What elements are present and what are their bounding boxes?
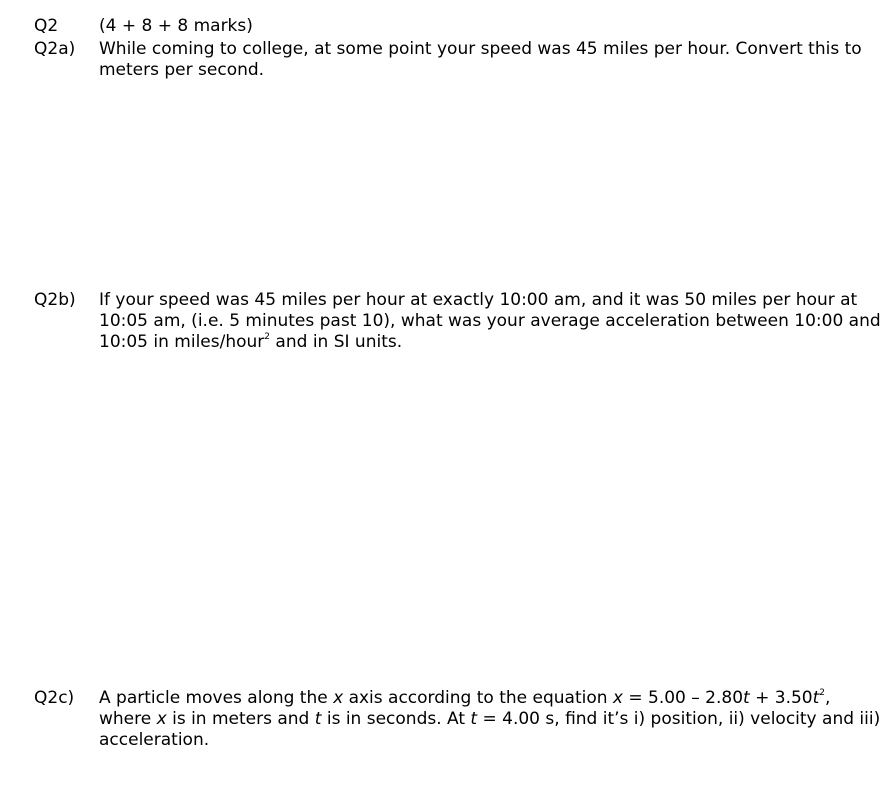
question-label: Q2b) — [34, 290, 76, 310]
question-text-part: = 5.00 – 2.80 — [622, 688, 744, 708]
question-text: While coming to college, at some point your speed was 45 miles per hour. Convert this to meters per second. — [99, 39, 862, 80]
question-text-part: If your speed was 45 miles per hour at exactly 10:00 am, and it was 50 miles per hour at 10:05 am, (i.e. 5 minutes past 10), what was your average acceleration between 10:00 and 10:05 in miles/hour — [99, 290, 881, 352]
question-text-part: = 4.00 s, find it’s i) position, ii) velocity and iii) acceleration. — [99, 709, 881, 750]
question-text-part: is in meters and — [166, 709, 315, 729]
question-label: Q2a) — [34, 39, 76, 59]
question-text — [99, 688, 883, 751]
marks-allocation: (4 + 8 + 8 marks) — [99, 16, 253, 36]
variable-t: t — [314, 709, 322, 729]
question-label: Q2 — [34, 16, 59, 36]
question-text-part: A particle moves along the — [99, 688, 334, 708]
question-text — [99, 290, 883, 353]
question-label: Q2c) — [34, 688, 75, 708]
variable-x: x — [612, 688, 623, 708]
question-text-part: , where — [99, 688, 831, 729]
question-text-part: + 3.50 — [749, 688, 813, 708]
variable-x: x — [333, 688, 344, 708]
variable-t: t — [812, 688, 820, 708]
superscript: 2 — [819, 688, 826, 698]
question-text-part: axis according to the equation — [343, 688, 613, 708]
variable-t: t — [470, 709, 478, 729]
question-text-part: is in seconds. At — [321, 709, 471, 729]
variable-t: t — [743, 688, 750, 708]
superscript: 2 — [264, 332, 271, 342]
question-text-part: and in SI units. — [270, 332, 403, 352]
variable-x: x — [156, 709, 167, 729]
